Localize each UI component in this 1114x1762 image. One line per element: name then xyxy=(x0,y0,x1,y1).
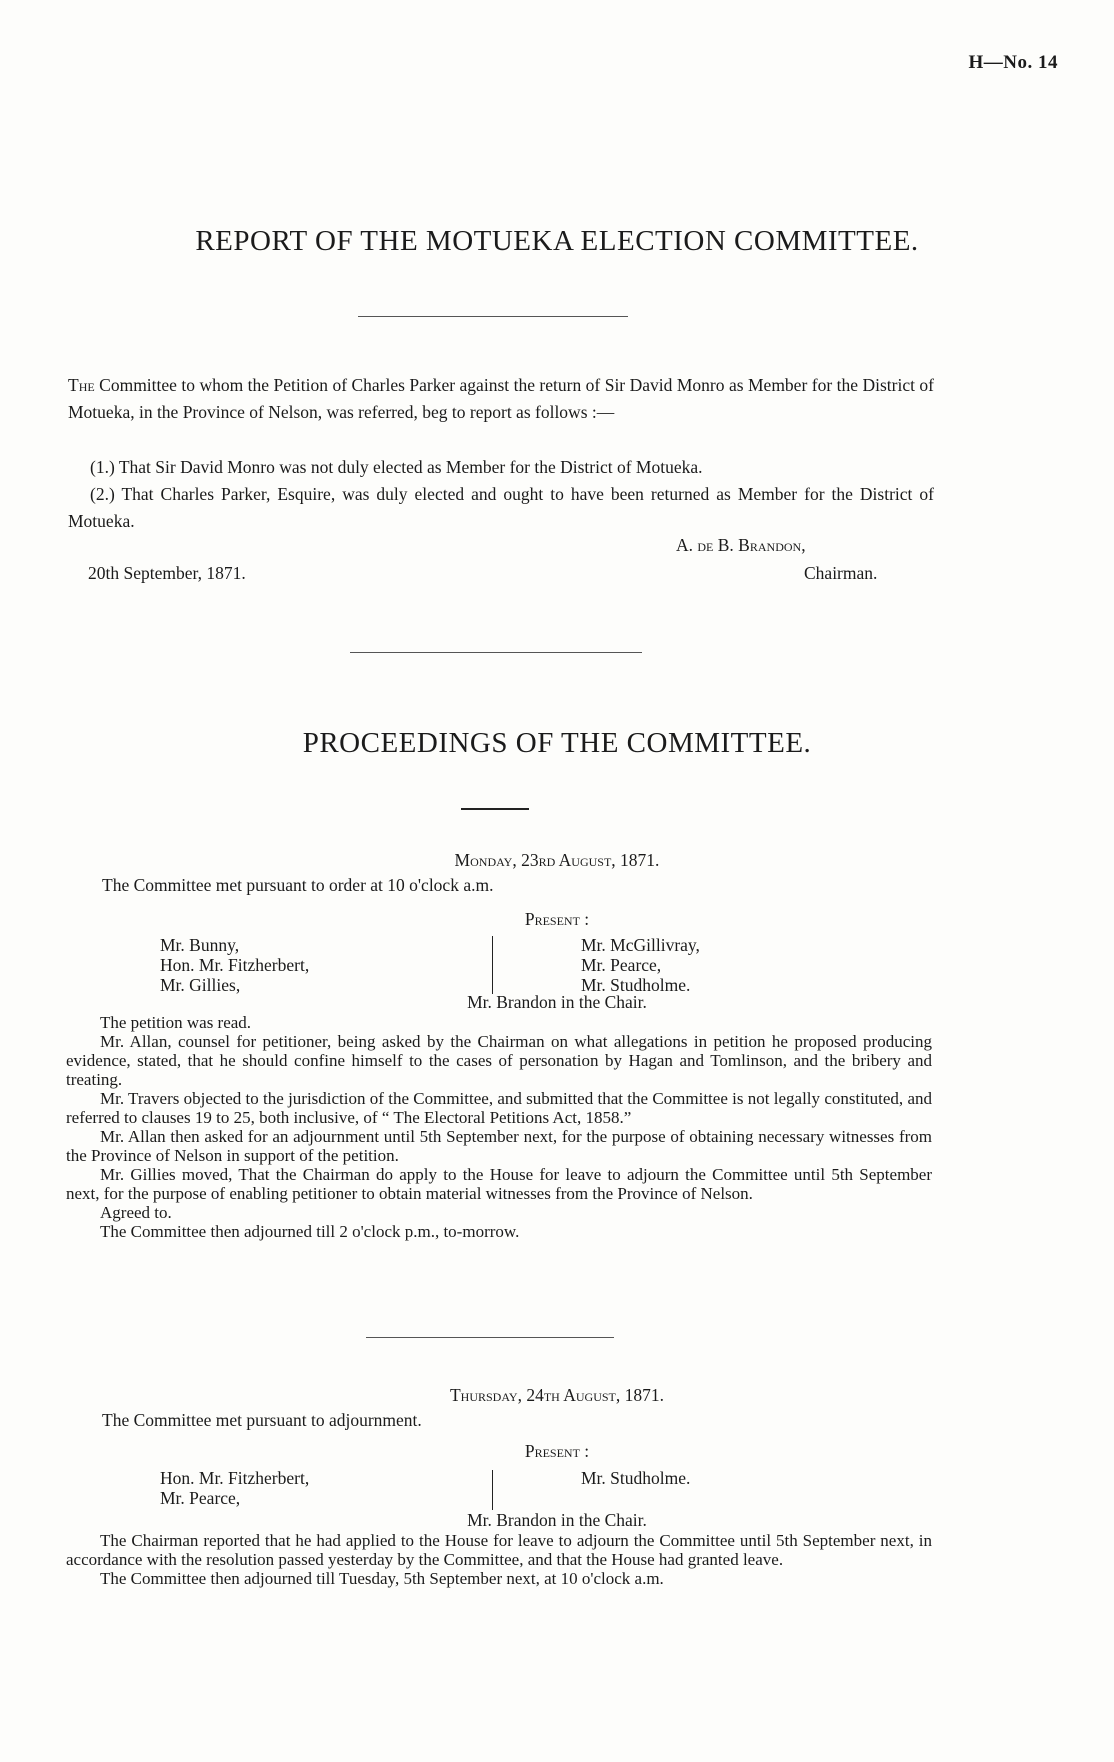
present-label: Present : xyxy=(524,909,590,929)
chair-line: Mr. Brandon in the Chair. xyxy=(467,1510,647,1530)
minute-paragraph: Agreed to. xyxy=(100,1203,172,1222)
minute-paragraph: Mr. Allan, counsel for petitioner, being asked by the Chairman on what allegations in petition he proposed producing evidence, stated, that he should confine himself to the cases of personation by Hagan and Tomlinson, and the bribery and treating. xyxy=(66,1032,932,1089)
column-divider xyxy=(492,1470,493,1510)
report-date: 20th September, 1871. xyxy=(88,563,246,583)
member-name: Hon. Mr. Fitzherbert, xyxy=(160,1468,310,1488)
minute-paragraph: The Committee then adjourned till Tuesday, 5th September next, at 10 o'clock a.m. xyxy=(100,1569,664,1588)
minute-paragraph: Mr. Travers objected to the jurisdiction of the Committee, and submitted that the Committee is not legally constituted, and referred to clauses 19 to 25, both inclusive, of “ The Electoral Petitions Act, 1858.” xyxy=(66,1089,932,1127)
intro-lead: The xyxy=(68,375,95,395)
column-divider xyxy=(492,936,493,994)
intro-text: Committee to whom the Petition of Charles Parker against the return of Sir David Monro as Member for the District of Motueka, in the Province of Nelson, was referred, beg to report as follows :— xyxy=(68,375,934,422)
meeting-date: Monday, 23rd August, 1871. xyxy=(454,850,660,870)
report-item-1: (1.) That Sir David Monro was not duly elected as Member for the District of Motueka. xyxy=(90,457,703,477)
report-item-2: (2.) That Charles Parker, Esquire, was duly elected and ought to have been returned as Member for the District of Motueka. xyxy=(68,484,934,531)
minute-paragraph: Mr. Allan then asked for an adjournment until 5th September next, for the purpose of obtaining necessary witnesses from the Province of Nelson in support of the petition. xyxy=(66,1127,932,1165)
meeting-opening: The Committee met pursuant to order at 10 o'clock a.m. xyxy=(102,875,494,895)
members-left xyxy=(160,935,309,995)
report-intro xyxy=(68,372,934,426)
divider xyxy=(350,652,642,653)
divider xyxy=(461,808,529,810)
minute-paragraph: The Chairman reported that he had applied to the House for leave to adjourn the Committee until 5th September next, in accordance with the resolution passed yesterday by the Committee, and that the House had granted leave. xyxy=(66,1531,932,1569)
member-name: Mr. Studholme. xyxy=(581,975,691,995)
members-right xyxy=(581,1468,690,1488)
meeting-date: Thursday, 24th August, 1871. xyxy=(449,1385,665,1405)
report-title: REPORT OF THE MOTUEKA ELECTION COMMITTEE. xyxy=(195,225,919,257)
member-name: Hon. Mr. Fitzherbert, xyxy=(160,955,310,975)
meeting-opening: The Committee met pursuant to adjournment. xyxy=(102,1410,422,1430)
minute-paragraph: The Committee then adjourned till 2 o'clock p.m., to-morrow. xyxy=(100,1222,520,1241)
members-right xyxy=(581,935,700,995)
chairman-signature: A. de B. Brandon, xyxy=(676,535,806,555)
members-left xyxy=(160,1468,309,1508)
chair-line: Mr. Brandon in the Chair. xyxy=(467,992,647,1012)
divider xyxy=(358,316,628,317)
meeting-minutes xyxy=(66,1531,932,1588)
present-label: Present : xyxy=(524,1441,590,1461)
member-name: Mr. Studholme. xyxy=(581,1468,691,1488)
member-name: Mr. Bunny, xyxy=(160,935,240,955)
meeting-minutes xyxy=(66,1013,932,1241)
member-name: Mr. Pearce, xyxy=(160,1488,241,1508)
proceedings-title: PROCEEDINGS OF THE COMMITTEE. xyxy=(302,727,812,759)
minute-paragraph: Mr. Gillies moved, That the Chairman do apply to the House for leave to adjourn the Committee until 5th September next, for the purpose of enabling petitioner to obtain material witnesses from the Province of Nelson. xyxy=(66,1165,932,1203)
divider xyxy=(366,1337,614,1338)
signature-title: Chairman. xyxy=(804,563,878,583)
member-name: Mr. McGillivray, xyxy=(581,935,700,955)
member-name: Mr. Pearce, xyxy=(581,955,662,975)
member-name: Mr. Gillies, xyxy=(160,975,241,995)
paper-reference: H—No. 14 xyxy=(968,52,1058,73)
minute-paragraph: The petition was read. xyxy=(100,1013,252,1032)
